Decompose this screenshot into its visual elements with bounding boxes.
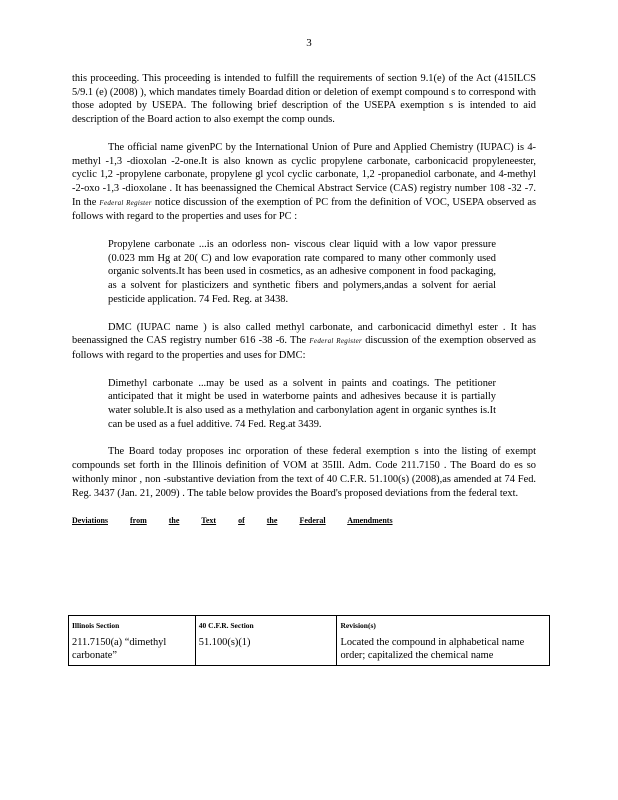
federal-register-title: Federal Register	[99, 198, 152, 207]
table-heading: Deviations from the Text of the Federal Amendments	[72, 516, 393, 526]
column-header-cfr-section: 40 C.F.R. Section	[195, 616, 337, 634]
paragraph-pc	[72, 141, 536, 224]
paragraph-pc-text-b: notice discussion of the exemption of PC from the definition of VOC, USEPA observed as follows with regard to the properties and uses for PC :	[72, 196, 536, 223]
table-cell: Located the compound in alphabetical name order; capitalized the chemical name	[337, 634, 550, 666]
paragraph-pc-text-a: The official name givenPC by the International Union of Pure and Applied Chemistry (IUPAC) is 4-methyl -1,3 -dioxolan -2-one.It is also known as cyclic propylene carbonate, carbonicacid propyleneester, cyclic 1,2 -propylene carbonate, propylene gl ycol cyclic carbonate, 1,2 -propanediol carbonate, and 4-methyl -2-oxo -1,3 -dioxolane . It has beenassigned the Chemical Abstract Service (CAS) registry number 108 -32 -7. In the	[72, 141, 536, 208]
paragraph-dmc-text-b: discussion of the exemption observed as follows with regard to the properties and uses for DMC:	[72, 335, 536, 361]
block-quote-dmc: Dimethyl carbonate ...may be used as a solvent in paints and coatings. The petitioner anticipated that it might be used in waterborne paints and adhesives because it is partially water soluble.It is also used as a methylation and carbonylation agent in organic synthes is.It can be used as a fuel additive. 74 Fed. Reg.at 3439.	[108, 377, 496, 430]
paragraph-proposal: The Board today proposes inc orporation of these federal exemption s into the listing of exempt compounds set forth in the Illinois definition of VOM at 35Ill. Adm. Code 211.7150 . The Board do es so withonly minor , non -substantive deviation from the text of 40 C.F.R. 51.100(s) (2008),as amended at 74 Fed. Reg. 3437 (Jan. 21, 2009) . The table below provides the Board's proposed deviations from the federal text.	[72, 446, 536, 499]
table-header-row	[69, 616, 550, 634]
body-text	[72, 72, 536, 538]
block-quote-pc: Propylene carbonate ...is an odorless non- viscous clear liquid with a low vapor pressure (0.023 mm Hg at 20( C) and low evaporation rate compared to many other commonly used organic solvents.It has been used in cosmetics, as an adhesive component in food packaging, as a solvent for plasticizers and synthetic fibers and polymers,andas a solvent for aerial pesticide application. 74 Fed. Reg. at 3438.	[108, 239, 496, 305]
table-cell: 51.100(s)(1)	[195, 634, 337, 666]
column-header-revisions: Revision(s)	[337, 616, 550, 634]
table-cell: 211.7150(a) “dimethyl carbonate”	[69, 634, 196, 666]
deviations-table	[68, 615, 550, 666]
paragraph-intro: this proceeding. This proceeding is intended to fulfill the requirements of section 9.1(e) of the Act (415ILCS 5/9.1 (e) (2008) ), which mandates timely Boardad dition or deletion of exempt compound s to correspond with those adopted by USEPA. The following brief description of the USEPA exemption s is intended to aid description of the Board action to also exempt the comp ounds.	[72, 73, 536, 126]
column-header-illinois-section: Illinois Section	[69, 616, 196, 634]
page-number: 3	[306, 37, 312, 49]
table-row	[69, 634, 550, 666]
paragraph-dmc	[72, 321, 536, 363]
federal-register-title: Federal Register	[309, 337, 363, 346]
paragraph-dmc-text-a: DMC (IUPAC name ) is also called methyl carbonate, and carbonicacid dimethyl ester . It has beenassigned the CAS registry number 616 -38 -6. The	[72, 321, 536, 347]
